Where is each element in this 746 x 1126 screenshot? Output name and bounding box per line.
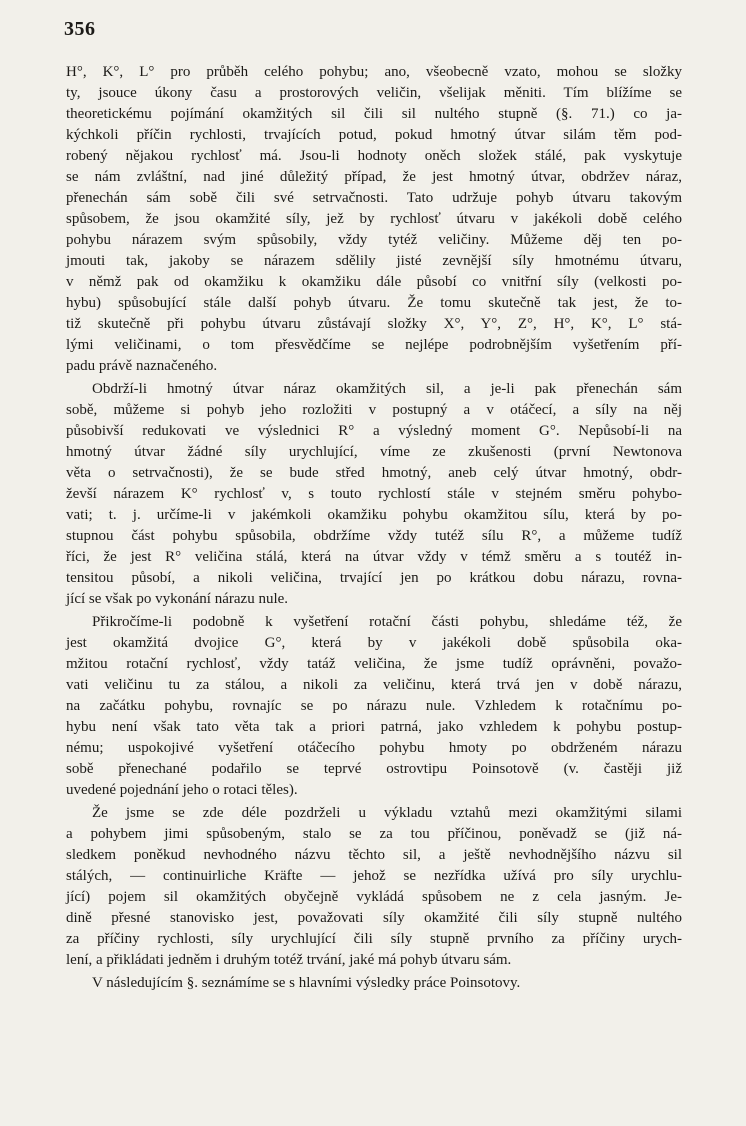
text-line: padu právě naznačeného.: [66, 358, 218, 374]
text-line: dině přesné stanovisko jest, považovati síly okamžité čili síly stupně nultého: [66, 910, 682, 926]
text-line: hybu není však tato věta tak a priori patrná, jako vzhledem k pohybu postup-: [66, 719, 682, 735]
text-line: na začátku pohybu, rovnajíc se po nárazu nule. Vzhledem k rotačnímu po-: [66, 698, 682, 714]
text-line: ževší nárazem K° rychlosť v, s touto rychlostí stále v stejném směru pohybo-: [66, 486, 682, 502]
text-line: lení, a přikládati jedněm i druhým totéž trvání, jaké má pohyb útvaru sám.: [66, 952, 512, 968]
text-line: sobě, můžeme si pohyb jeho rozložiti v postupný a v otáčecí, a síly na něj: [66, 402, 682, 418]
text-line: v němž pak od okamžiku k okamžiku dále působí co vnitřní síly (velkosti po-: [66, 274, 682, 290]
text-line: se nám zvláštní, nad jiné důležitý případ, že jest hmotný útvar, obdržev náraz,: [66, 169, 682, 185]
paragraph: [66, 612, 682, 801]
text-line: robený nějakou rychlosť má. Jsou-li hodnoty oněch složek stálé, pak vyskytuje: [66, 148, 682, 164]
text-line: pohybu nárazem svým spůsobily, vždy tytéž veličiny. Můžeme děj ten po-: [66, 232, 682, 248]
text-line: za příčiny rychlosti, síly urychlující čili síly stupně prvního za příčiny urych-: [66, 931, 682, 947]
text-line: tiž skutečně při pohybu útvaru zůstávají složky X°, Y°, Z°, H°, K°, L° stá-: [66, 316, 682, 332]
paragraph: [66, 973, 682, 994]
text-line: V následujícím §. seznámíme se s hlavními výsledky práce Poinsotovy.: [92, 975, 521, 991]
page-number: 356: [64, 18, 96, 40]
body-text: [66, 62, 682, 996]
text-line: Že jsme se zde déle pozdrželi u výkladu vztahů mezi okamžitými silami: [92, 805, 682, 821]
text-line: nému; uspokojivé vyšetření otáčecího pohybu hmoty po obdrženém nárazu: [66, 740, 682, 756]
text-line: theoretickému pojímání okamžitých sil čili sil nultého stupně (§. 71.) co ja-: [66, 106, 682, 122]
text-line: kýchkoli příčin rychlosti, trvajících potud, pokud hmotný útvar silám těm pod-: [66, 127, 682, 143]
text-line: sobě přenechané podařilo se teprvé ostrovtipu Poinsotově (v. častěji již: [66, 761, 682, 777]
text-line: jmouti tak, jakoby se nárazem sdělily jisté zevnější síly hmotnému útvaru,: [66, 253, 682, 269]
text-line: jící se však po vykonání nárazu nule.: [66, 591, 289, 607]
text-line: jící) pojem sil okamžitých obyčejně vykládá spůsobem ne z cela jasným. Je-: [66, 889, 682, 905]
text-line: stálých, — continuirliche Kräfte — jehož se nezřídka užívá pro síly urychlu-: [66, 868, 682, 884]
text-line: hybu) spůsobující stále další pohyb útvaru. Že tomu skutečně tak jest, že to-: [66, 295, 682, 311]
text-line: přenechán sám sobě čili své setrvačnosti. Tato udržuje pohyb útvaru takovým: [66, 190, 682, 206]
text-line: vati; t. j. určíme-li v jakémkoli okamžiku pohybu okamžitou sílu, která by po-: [66, 507, 682, 523]
text-line: mžitou rotační rychlosť, vždy tatáž veličina, že jsme tudíž oprávněni, považo-: [66, 656, 682, 672]
text-line: Obdrží-li hmotný útvar náraz okamžitých sil, a je-li pak přenechán sám: [92, 381, 682, 397]
text-line: vati veličinu tu za stálou, a nikoli za veličinu, která trvá jen v době nárazu,: [66, 677, 682, 693]
text-line: působivší redukovati ve výslednici R° a výsledný moment G°. Nepůsobí-li na: [66, 423, 682, 439]
text-line: stupnou část pohybu spůsobila, obdržíme vždy tutéž sílu R°, a můžeme tudíž: [66, 528, 682, 544]
paragraph: [66, 379, 682, 610]
text-line: říci, že jest R° veličina stálá, která na útvar vždy v témž směru a s toutéž in-: [66, 549, 682, 565]
text-line: H°, K°, L° pro průběh celého pohybu; ano, všeobecně vzato, mohou se složky: [66, 64, 682, 80]
text-line: spůsobem, že jsou okamžité síly, jež by rychlosť útvaru v jakékoli době celého: [66, 211, 682, 227]
paragraph: [66, 62, 682, 377]
text-line: jest okamžitá dvojice G°, která by v jakékoli době spůsobila oka-: [66, 635, 682, 651]
text-line: tensitou působí, a nikoli veličina, trvající jen po krátkou dobu nárazu, rovna-: [66, 570, 682, 586]
text-line: a pohybem jimi spůsobeným, stalo se za tou příčinou, poněvadž se (již ná-: [66, 826, 682, 842]
text-line: uvedené pojednání jeho o rotaci těles).: [66, 782, 298, 798]
text-line: Přikročíme-li podobně k vyšetření rotační části pohybu, shledáme též, že: [92, 614, 682, 630]
text-line: sledkem poněkud nevhodného názvu těchto sil, a ještě nevhodnějšího názvu sil: [66, 847, 682, 863]
text-line: ty, jsouce úkony času a prostorových veličin, všelijak měniti. Tím blížíme se: [66, 85, 682, 101]
text-line: věta o setrvačnosti), že se bude střed hmotný, aneb celý útvar hmotný, obdr-: [66, 465, 682, 481]
text-line: lými veličinami, o tom přesvědčíme se nejlépe podrobnějším vyšetřením pří-: [66, 337, 682, 353]
text-line: hmotný útvar žádné síly urychlující, víme ze zkušenosti (první Newtonova: [66, 444, 682, 460]
paragraph: [66, 803, 682, 971]
